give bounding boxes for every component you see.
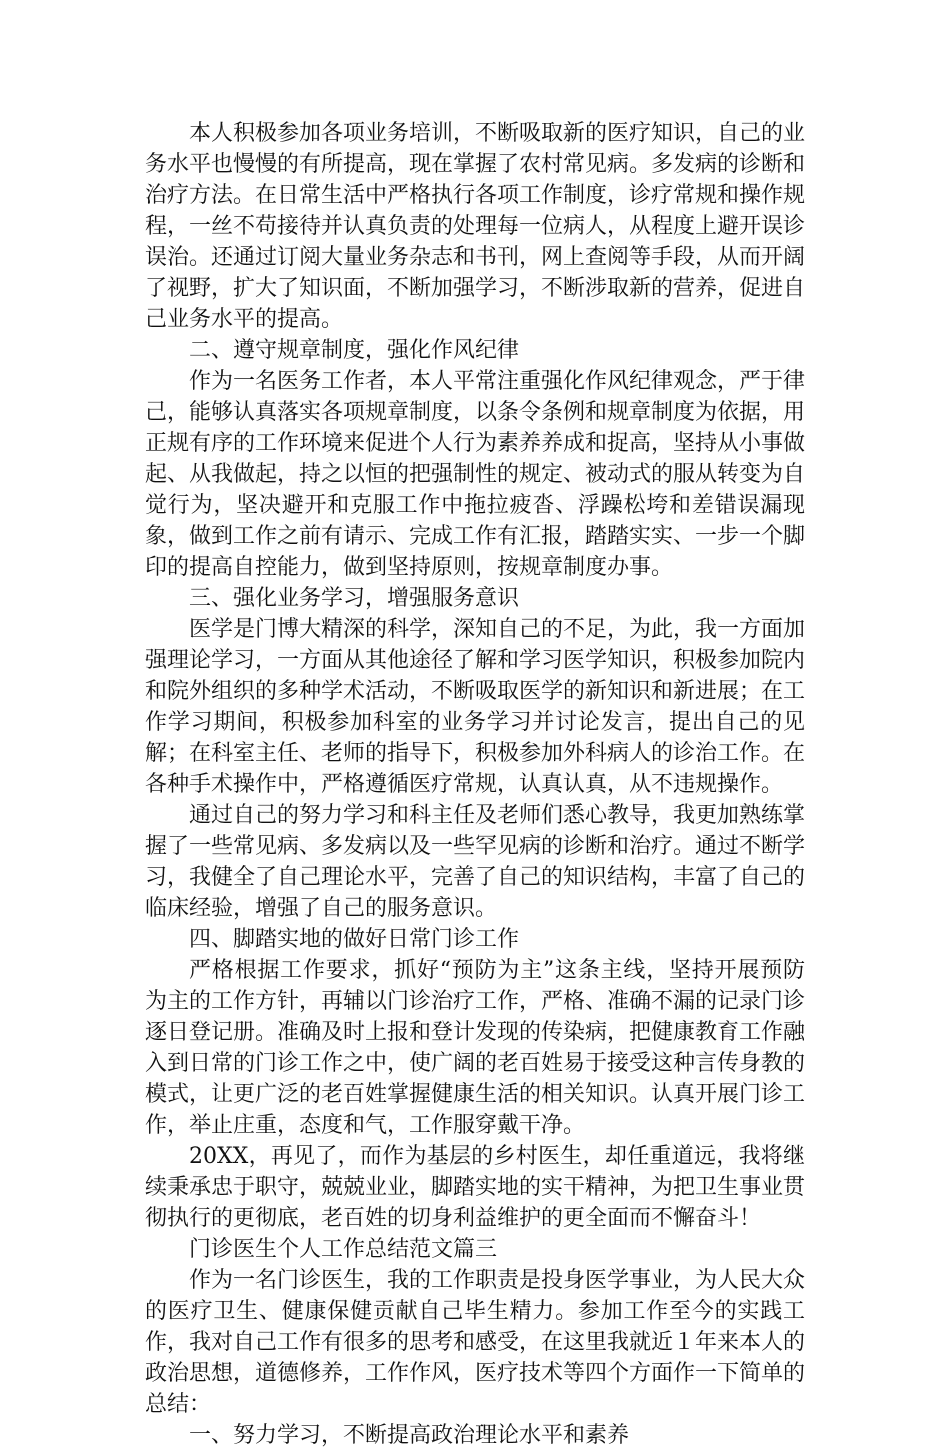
paragraph-medicine-study: 医学是门博大精深的科学，深知自己的不足，为此，我一方面加强理论学习，一方面从其他途径了解和学习医学知识，积极参加院内和院外组织的多种学术活动，不断吸取医学的新知识和新进展；在工作学习期间，积极参加科室的业务学习并讨论发言，提出自己的见解；在科室主任、老师的指导下，积极参加外科病人的诊治工作。在各种手术操作中，严格遵循医疗常规，认真认真，从不违规操作。 [145, 617, 806, 797]
paragraph-outpatient-work: 严格根据工作要求，抓好“预防为主”这条主线，坚持开展预防为主的工作方针，再辅以门诊治疗工作，严格、准确不漏的记录门诊逐日登记册。准确及时上报和登计发现的传染病，把健康教育工作融入到日常的门诊工作之中，使广阔的老百姓易于接受这种言传身教的模式，让更广泛的老百姓掌握健康生活的相关知识。认真开展门诊工作，举止庄重，态度和气，工作服穿戴干净。 [145, 958, 806, 1138]
section-heading-political-study: 一、努力学习，不断提高政治理论水平和素养 [189, 1423, 630, 1448]
paragraph-discipline: 作为一名医务工作者，本人平常注重强化作风纪律观念，严于律己，能够认真落实各项规章制度，以条令条例和规章制度为依据，用正规有序的工作环境来促进个人行为素养养成和捉高，坚持从小事做起、从我做起，持之以恒的把强制性的规定、被动式的服从转变为自觉行为，坚决避开和克服工作中拖拉疲沓、浮躁松垮和差错误漏现象，做到工作之前有请示、完成工作有汇报，踏踏实实、一步一个脚印的提高自控能力，做到坚持原则，按规章制度办事。 [145, 369, 806, 580]
section-heading-study: 三、强化业务学习，增强服务意识 [189, 586, 520, 611]
paragraph-learning-results: 通过自己的努力学习和科主任及老师们悉心教导，我更加熟练掌握了一些常见病、多发病以及一些罕见病的诊断和治疗。通过不断学习，我健全了自己理论水平，完善了自己的知识结构，丰富了自己的临床经验，增强了自己的服务意识。 [145, 803, 806, 921]
section-heading-outpatient: 四、脚踏实地的做好日常门诊工作 [189, 927, 520, 952]
paragraph-farewell: 20XX，再见了，而作为基层的乡村医生，却任重道远，我将继续秉承忠于职守，兢兢业业，脚踏实地的实干精神，为把卫生事业贯彻执行的更彻底，老百姓的切身利益维护的更全面而不懈奋斗！ [145, 1144, 806, 1231]
section-heading-rules: 二、遵守规章制度，强化作风纪律 [189, 338, 520, 363]
article-title-part-three: 门诊医生个人工作总结范文篇三 [189, 1237, 498, 1262]
paragraph-training: 本人积极参加各项业务培训，不断吸取新的医疗知识，自己的业务水平也慢慢的有所提高，现在掌握了农村常见病。多发病的诊断和治疗方法。在日常生活中严格执行各项工作制度，诊疗常规和操作规程，一丝不苟接待并认真负责的处理每一位病人，从程度上避开误诊误治。还通过订阅大量业务杂志和书刊，网上查阅等手段，从而开阔了视野，扩大了知识面，不断加强学习，不断涉取新的营养，促进自己业务水平的提高。 [145, 121, 806, 332]
paragraph-intro-part-three: 作为一名门诊医生，我的工作职责是投身医学事业，为人民大众的医疗卫生、健康保健贡献自己毕生精力。参加工作至今的实践工作，我对自己工作有很多的思考和感受，在这里我就近１年来本人的政治思想，道德修养，工作作风，医疗技术等四个方面作一下简单的总结： [145, 1268, 806, 1417]
document-body [145, 118, 805, 1451]
